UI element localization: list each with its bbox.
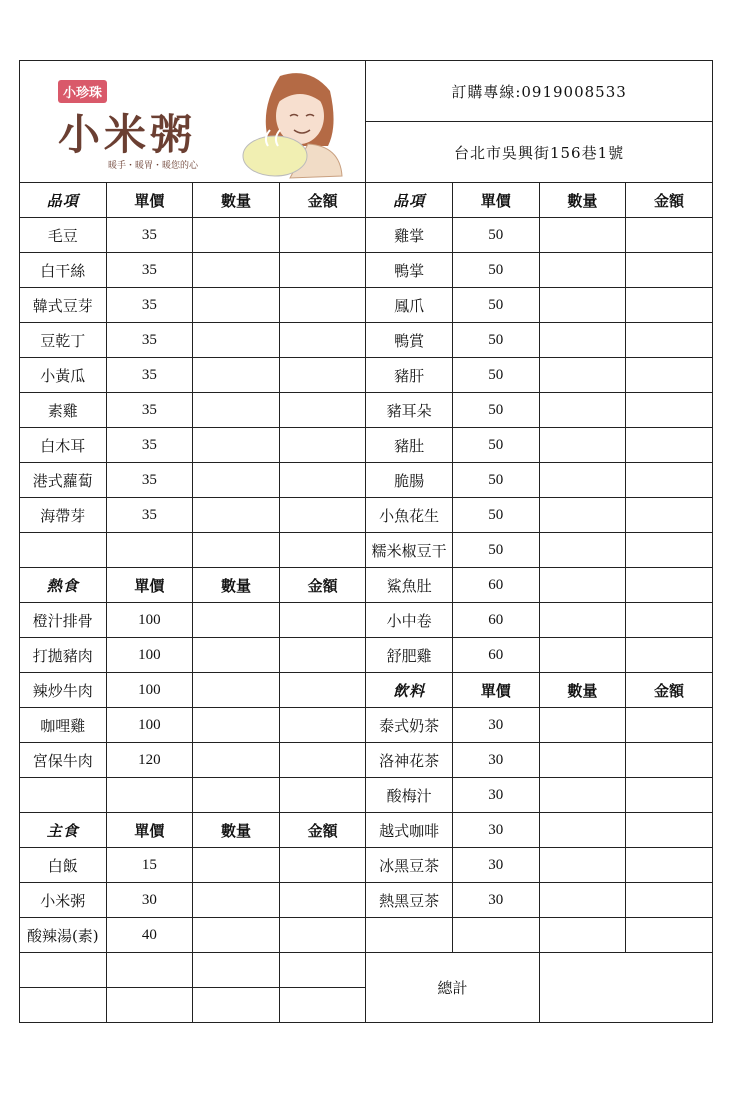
item-price: 120 [106, 743, 193, 778]
blank-cell [20, 953, 107, 988]
section-title: 品項 [366, 183, 453, 218]
item-price: 30 [452, 848, 539, 883]
amount-field[interactable] [279, 848, 366, 883]
quantity-field[interactable] [539, 288, 626, 323]
quantity-field[interactable] [539, 498, 626, 533]
blank-cell[interactable] [193, 988, 280, 1023]
table-row [20, 918, 713, 953]
table-row [20, 498, 713, 533]
item-price: 50 [452, 393, 539, 428]
item-price: 100 [106, 708, 193, 743]
blank-cell[interactable] [539, 918, 626, 953]
item-name: 泰式奶茶 [366, 708, 453, 743]
amount-field[interactable] [279, 253, 366, 288]
amount-field[interactable] [626, 638, 713, 673]
quantity-field[interactable] [193, 358, 280, 393]
item-price: 35 [106, 288, 193, 323]
item-name: 小米粥 [20, 883, 107, 918]
item-price: 50 [452, 358, 539, 393]
table-row [20, 883, 713, 918]
quantity-field[interactable] [539, 358, 626, 393]
blank-cell[interactable] [279, 953, 366, 988]
blank-cell [20, 778, 107, 813]
logo-badge: 小珍珠 [58, 80, 107, 103]
item-name: 洛神花茶 [366, 743, 453, 778]
item-price: 60 [452, 638, 539, 673]
quantity-field[interactable] [193, 218, 280, 253]
item-name: 越式咖啡 [366, 813, 453, 848]
item-price: 35 [106, 218, 193, 253]
item-name: 宮保牛肉 [20, 743, 107, 778]
item-price: 35 [106, 253, 193, 288]
column-header-price: 單價 [106, 183, 193, 218]
item-name: 港式蘿蔔 [20, 463, 107, 498]
item-name: 酸梅汁 [366, 778, 453, 813]
item-name: 雞掌 [366, 218, 453, 253]
table-row [20, 603, 713, 638]
table-row [20, 183, 713, 218]
column-header-qty: 數量 [193, 183, 280, 218]
item-price: 50 [452, 323, 539, 358]
item-price: 35 [106, 463, 193, 498]
item-price: 50 [452, 218, 539, 253]
amount-field[interactable] [626, 253, 713, 288]
item-price: 50 [452, 288, 539, 323]
amount-field[interactable] [279, 218, 366, 253]
amount-field[interactable] [626, 428, 713, 463]
amount-field[interactable] [626, 498, 713, 533]
amount-field[interactable] [279, 918, 366, 953]
item-price: 50 [452, 428, 539, 463]
item-price: 100 [106, 638, 193, 673]
column-header-qty: 數量 [193, 813, 280, 848]
quantity-field[interactable] [539, 813, 626, 848]
amount-field[interactable] [626, 568, 713, 603]
quantity-field[interactable] [193, 428, 280, 463]
item-price: 100 [106, 673, 193, 708]
blank-cell [106, 533, 193, 568]
table-row [20, 848, 713, 883]
table-row [20, 953, 713, 988]
item-price: 30 [452, 708, 539, 743]
logo-slogan: 暖手・暖胃・暖您的心 [108, 160, 199, 171]
amount-field[interactable] [279, 743, 366, 778]
table-row [20, 428, 713, 463]
blank-cell[interactable] [193, 533, 280, 568]
blank-cell [20, 988, 107, 1023]
blank-cell [20, 533, 107, 568]
item-name: 鯊魚肚 [366, 568, 453, 603]
section-title: 飲料 [366, 673, 453, 708]
amount-field[interactable] [626, 883, 713, 918]
column-header-price: 單價 [452, 673, 539, 708]
item-name: 海帶芽 [20, 498, 107, 533]
item-price: 35 [106, 498, 193, 533]
amount-field[interactable] [626, 323, 713, 358]
column-header-qty: 數量 [539, 673, 626, 708]
column-header-amount: 金額 [626, 673, 713, 708]
address: 台北市吳興街156巷1號 [366, 122, 712, 183]
item-name: 脆腸 [366, 463, 453, 498]
item-price: 50 [452, 498, 539, 533]
item-price: 60 [452, 568, 539, 603]
quantity-field[interactable] [193, 603, 280, 638]
item-name: 糯米椒豆干 [366, 533, 453, 568]
item-name: 打拋豬肉 [20, 638, 107, 673]
blank-cell[interactable] [279, 533, 366, 568]
total-amount-field[interactable] [539, 953, 712, 1023]
quantity-field[interactable] [193, 918, 280, 953]
table-row [20, 778, 713, 813]
column-header-amount: 金額 [279, 568, 366, 603]
quantity-field[interactable] [539, 638, 626, 673]
item-name: 小魚花生 [366, 498, 453, 533]
amount-field[interactable] [279, 883, 366, 918]
blank-cell [106, 953, 193, 988]
quantity-field[interactable] [539, 603, 626, 638]
item-price: 100 [106, 603, 193, 638]
item-name: 白干絲 [20, 253, 107, 288]
quantity-field[interactable] [193, 463, 280, 498]
amount-field[interactable] [626, 218, 713, 253]
quantity-field[interactable] [539, 463, 626, 498]
item-price: 30 [452, 743, 539, 778]
item-name: 豬肝 [366, 358, 453, 393]
item-name: 小黃瓜 [20, 358, 107, 393]
amount-field[interactable] [279, 638, 366, 673]
amount-field[interactable] [626, 743, 713, 778]
quantity-field[interactable] [539, 323, 626, 358]
quantity-field[interactable] [539, 568, 626, 603]
column-header-amount: 金額 [279, 183, 366, 218]
amount-field[interactable] [279, 708, 366, 743]
section-title: 品項 [20, 183, 107, 218]
column-header-price: 單價 [106, 813, 193, 848]
table-row [20, 638, 713, 673]
item-name: 豆乾丁 [20, 323, 107, 358]
item-name: 韓式豆芽 [20, 288, 107, 323]
quantity-field[interactable] [539, 533, 626, 568]
quantity-field[interactable] [539, 883, 626, 918]
amount-field[interactable] [626, 288, 713, 323]
amount-field[interactable] [279, 498, 366, 533]
item-name: 白飯 [20, 848, 107, 883]
table-row [20, 813, 713, 848]
quantity-field[interactable] [193, 638, 280, 673]
quantity-field[interactable] [193, 743, 280, 778]
amount-field[interactable] [626, 463, 713, 498]
amount-field[interactable] [626, 813, 713, 848]
amount-field[interactable] [279, 288, 366, 323]
quantity-field[interactable] [193, 848, 280, 883]
quantity-field[interactable] [539, 778, 626, 813]
table-row [20, 288, 713, 323]
item-price: 30 [106, 883, 193, 918]
item-name: 咖哩雞 [20, 708, 107, 743]
table-row [20, 323, 713, 358]
column-header-price: 單價 [452, 183, 539, 218]
quantity-field[interactable] [539, 428, 626, 463]
item-price: 35 [106, 323, 193, 358]
item-price: 30 [452, 883, 539, 918]
item-price: 50 [452, 533, 539, 568]
table-row [20, 253, 713, 288]
item-price: 50 [452, 253, 539, 288]
item-name: 冰黑豆茶 [366, 848, 453, 883]
table-row [20, 358, 713, 393]
item-name: 毛豆 [20, 218, 107, 253]
quantity-field[interactable] [193, 288, 280, 323]
blank-cell[interactable] [193, 953, 280, 988]
quantity-field[interactable] [539, 743, 626, 778]
quantity-field[interactable] [539, 393, 626, 428]
logo-cell [20, 61, 366, 183]
logo-name: 小米粥 [58, 109, 197, 159]
quantity-field[interactable] [539, 708, 626, 743]
amount-field[interactable] [626, 778, 713, 813]
item-price: 35 [106, 393, 193, 428]
blank-cell [106, 988, 193, 1023]
item-name: 舒肥雞 [366, 638, 453, 673]
amount-field[interactable] [279, 603, 366, 638]
table-row [20, 708, 713, 743]
section-title: 主食 [20, 813, 107, 848]
amount-field[interactable] [626, 708, 713, 743]
amount-field[interactable] [279, 673, 366, 708]
item-price: 30 [452, 778, 539, 813]
blank-cell [366, 918, 453, 953]
table-row [20, 568, 713, 603]
item-name: 素雞 [20, 393, 107, 428]
amount-field[interactable] [626, 358, 713, 393]
amount-field[interactable] [279, 463, 366, 498]
section-title: 熱食 [20, 568, 107, 603]
quantity-field[interactable] [193, 883, 280, 918]
quantity-field[interactable] [539, 218, 626, 253]
amount-field[interactable] [279, 428, 366, 463]
quantity-field[interactable] [193, 253, 280, 288]
column-header-amount: 金額 [626, 183, 713, 218]
blank-cell[interactable] [193, 778, 280, 813]
item-name: 白木耳 [20, 428, 107, 463]
amount-field[interactable] [279, 358, 366, 393]
item-price: 50 [452, 463, 539, 498]
quantity-field[interactable] [193, 323, 280, 358]
amount-field[interactable] [626, 393, 713, 428]
item-name: 辣炒牛肉 [20, 673, 107, 708]
item-name: 鳳爪 [366, 288, 453, 323]
quantity-field[interactable] [193, 393, 280, 428]
amount-field[interactable] [626, 533, 713, 568]
item-name: 橙汁排骨 [20, 603, 107, 638]
item-name: 豬耳朵 [366, 393, 453, 428]
column-header-qty: 數量 [539, 183, 626, 218]
column-header-qty: 數量 [193, 568, 280, 603]
item-price: 35 [106, 428, 193, 463]
item-name: 豬肚 [366, 428, 453, 463]
blank-cell[interactable] [279, 988, 366, 1023]
quantity-field[interactable] [193, 498, 280, 533]
item-price: 35 [106, 358, 193, 393]
blank-cell [106, 778, 193, 813]
item-name: 酸辣湯(素) [20, 918, 107, 953]
item-name: 鴨賞 [366, 323, 453, 358]
column-header-price: 單價 [106, 568, 193, 603]
table-row [20, 673, 713, 708]
item-name: 鴨掌 [366, 253, 453, 288]
item-price: 40 [106, 918, 193, 953]
item-name: 小中卷 [366, 603, 453, 638]
amount-field[interactable] [626, 848, 713, 883]
item-price: 30 [452, 813, 539, 848]
table-row [20, 463, 713, 498]
quantity-field[interactable] [193, 708, 280, 743]
quantity-field[interactable] [539, 253, 626, 288]
item-price: 15 [106, 848, 193, 883]
logo [20, 62, 365, 182]
amount-field[interactable] [279, 323, 366, 358]
item-price: 60 [452, 603, 539, 638]
table-row [20, 218, 713, 253]
blank-cell[interactable] [279, 778, 366, 813]
table-row [20, 393, 713, 428]
quantity-field[interactable] [539, 848, 626, 883]
blank-cell [452, 918, 539, 953]
mascot-girl-icon [230, 66, 350, 181]
blank-cell[interactable] [626, 918, 713, 953]
order-form [19, 60, 713, 1023]
amount-field[interactable] [279, 393, 366, 428]
total-label: 總計 [366, 953, 539, 1023]
table-row [20, 743, 713, 778]
column-header-amount: 金額 [279, 813, 366, 848]
phone-number: 訂購專線:0919008533 [366, 61, 712, 122]
item-name: 熱黑豆茶 [366, 883, 453, 918]
table-row [20, 533, 713, 568]
amount-field[interactable] [626, 603, 713, 638]
quantity-field[interactable] [193, 673, 280, 708]
